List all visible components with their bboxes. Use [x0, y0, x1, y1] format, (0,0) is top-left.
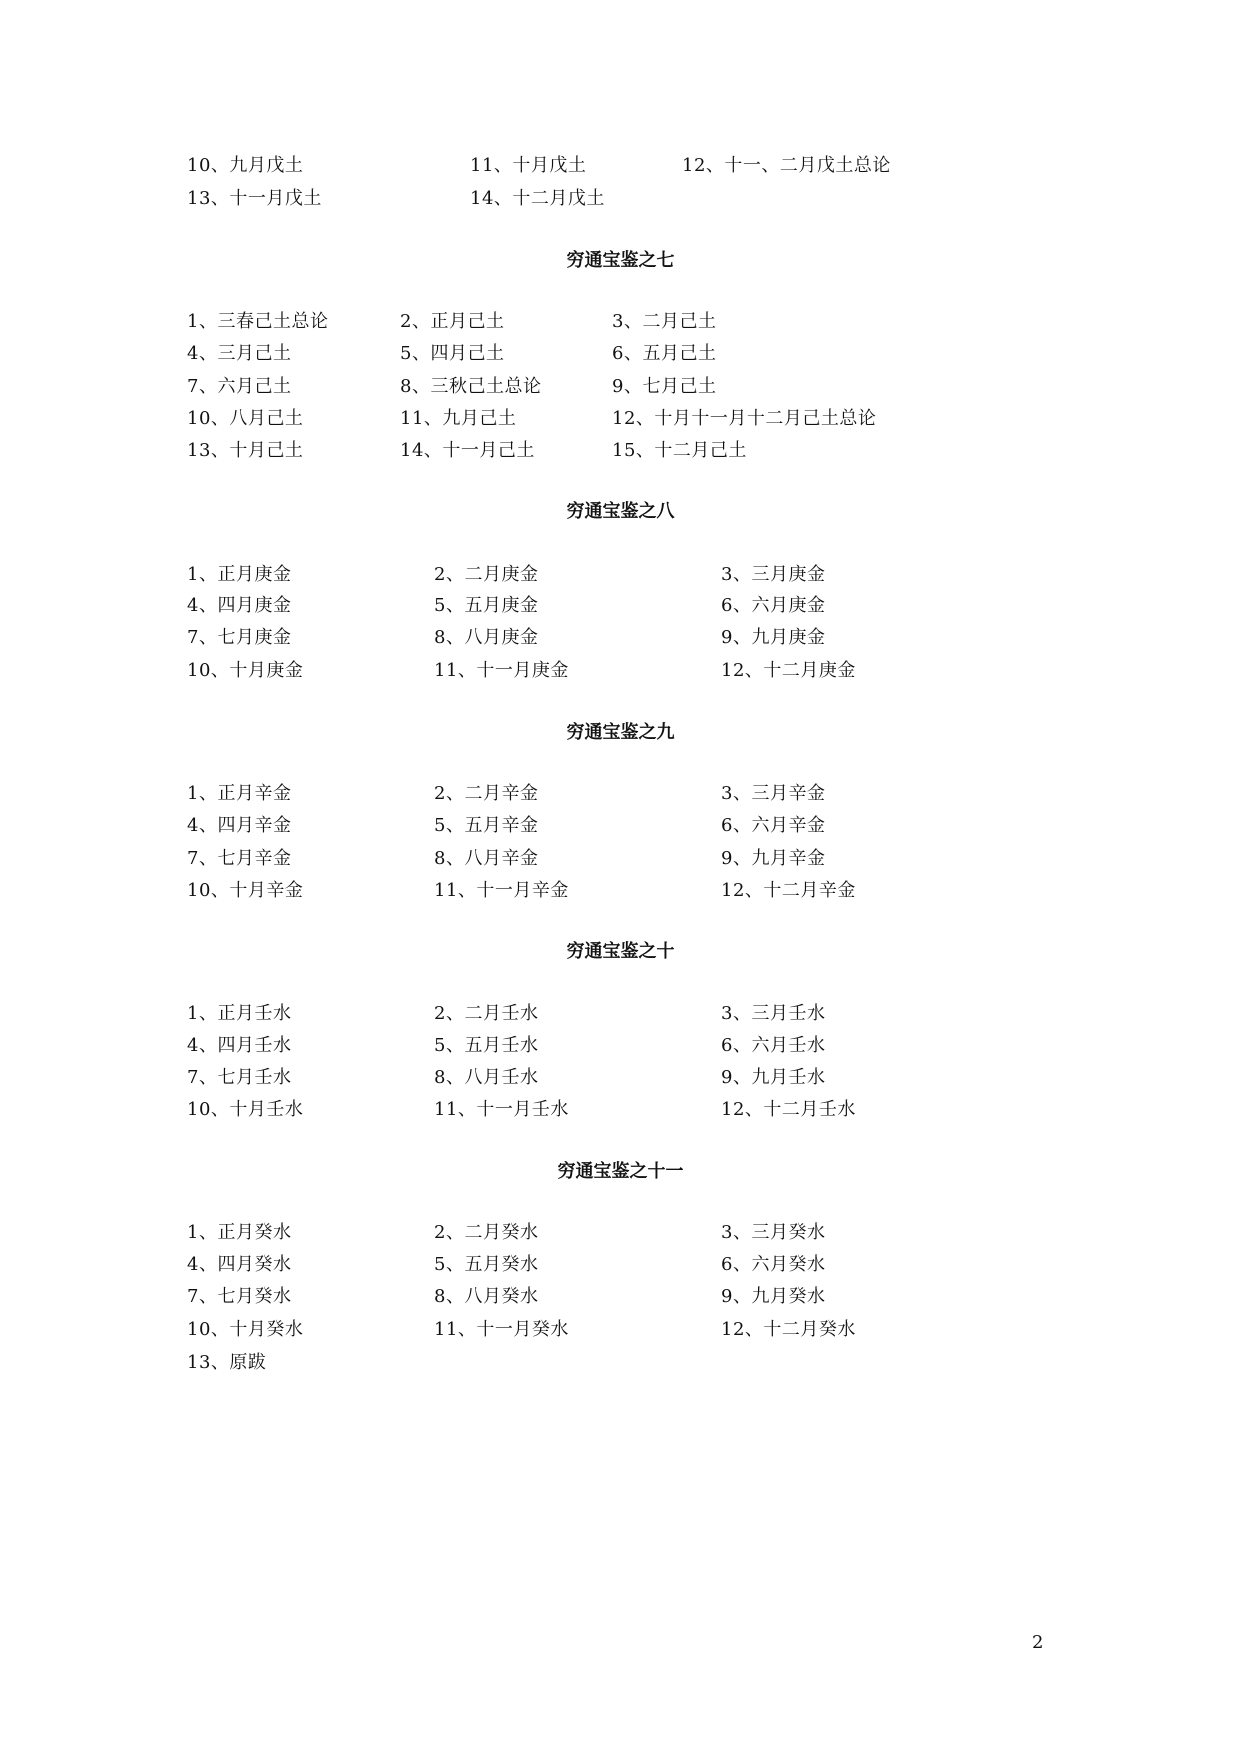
- toc-entry[interactable]: 4、四月辛金: [187, 815, 292, 836]
- toc-entry[interactable]: 11、十月戊土: [470, 155, 587, 176]
- table-row: [0, 844, 1241, 874]
- toc-entry[interactable]: 9、九月壬水: [721, 1067, 826, 1088]
- table-row: [0, 623, 1241, 653]
- toc-entry[interactable]: 15、十二月己土: [612, 440, 747, 461]
- table-row: [0, 151, 1241, 181]
- toc-entry[interactable]: 13、十一月戊土: [187, 188, 322, 209]
- toc-entry[interactable]: 8、三秋己土总论: [400, 376, 542, 397]
- toc-entry[interactable]: 10、八月己土: [187, 408, 304, 429]
- toc-entry[interactable]: 10、十月辛金: [187, 880, 304, 901]
- table-row: [0, 404, 1241, 434]
- table-row: [0, 1095, 1241, 1125]
- toc-entry[interactable]: 6、五月己土: [612, 343, 717, 364]
- toc-entry[interactable]: 8、八月辛金: [434, 848, 539, 869]
- toc-entry[interactable]: 11、十一月壬水: [434, 1099, 569, 1120]
- table-row: [0, 1315, 1241, 1345]
- toc-entry[interactable]: 8、八月癸水: [434, 1286, 539, 1307]
- table-row: [0, 1250, 1241, 1280]
- toc-entry[interactable]: 4、三月己土: [187, 343, 292, 364]
- table-row: [0, 339, 1241, 369]
- toc-entry[interactable]: 5、五月癸水: [434, 1254, 539, 1275]
- toc-entry[interactable]: 6、六月辛金: [721, 815, 826, 836]
- section-heading: 穷通宝鉴之七: [566, 250, 675, 271]
- toc-entry[interactable]: 9、九月庚金: [721, 627, 826, 648]
- toc-entry[interactable]: 11、十一月辛金: [434, 880, 569, 901]
- toc-entry[interactable]: 2、二月庚金: [434, 564, 539, 585]
- table-row: [0, 591, 1241, 621]
- table-row: [0, 560, 1241, 590]
- table-row: [0, 1282, 1241, 1312]
- table-row: [0, 1031, 1241, 1061]
- toc-entry[interactable]: 1、正月壬水: [187, 1003, 292, 1024]
- toc-entry[interactable]: 12、十二月辛金: [721, 880, 856, 901]
- toc-entry[interactable]: 11、九月己土: [400, 408, 517, 429]
- toc-entry[interactable]: 9、九月辛金: [721, 848, 826, 869]
- toc-entry[interactable]: 6、六月癸水: [721, 1254, 826, 1275]
- toc-entry[interactable]: 1、正月辛金: [187, 783, 292, 804]
- toc-entry[interactable]: 7、六月己土: [187, 376, 292, 397]
- table-row: [0, 1218, 1241, 1248]
- table-row: [0, 656, 1241, 686]
- table-row: [0, 811, 1241, 841]
- table-row: [0, 372, 1241, 402]
- table-row: [0, 184, 1241, 214]
- table-row: [0, 779, 1241, 809]
- toc-entry[interactable]: 2、二月辛金: [434, 783, 539, 804]
- toc-entry[interactable]: 10、十月庚金: [187, 660, 304, 681]
- toc-entry[interactable]: 3、三月辛金: [721, 783, 826, 804]
- toc-entry[interactable]: 4、四月癸水: [187, 1254, 292, 1275]
- toc-entry[interactable]: 13、原跋: [187, 1352, 267, 1373]
- toc-entry[interactable]: 5、五月辛金: [434, 815, 539, 836]
- toc-entry[interactable]: 11、十一月癸水: [434, 1319, 569, 1340]
- toc-entry[interactable]: 7、七月癸水: [187, 1286, 292, 1307]
- toc-entry[interactable]: 3、三月癸水: [721, 1222, 826, 1243]
- toc-entry[interactable]: 12、十一、二月戊土总论: [682, 155, 891, 176]
- table-row: [0, 436, 1241, 466]
- table-row: [0, 1348, 1241, 1378]
- toc-entry[interactable]: 5、五月壬水: [434, 1035, 539, 1056]
- toc-entry[interactable]: 2、二月壬水: [434, 1003, 539, 1024]
- toc-entry[interactable]: 13、十月己土: [187, 440, 304, 461]
- toc-entry[interactable]: 6、六月壬水: [721, 1035, 826, 1056]
- toc-entry[interactable]: 9、九月癸水: [721, 1286, 826, 1307]
- table-row: [0, 876, 1241, 906]
- section-heading: 穷通宝鉴之十: [566, 941, 675, 962]
- toc-entry[interactable]: 3、三月壬水: [721, 1003, 826, 1024]
- toc-entry[interactable]: 6、六月庚金: [721, 595, 826, 616]
- toc-entry[interactable]: 8、八月庚金: [434, 627, 539, 648]
- toc-entry[interactable]: 12、十月十一月十二月己土总论: [612, 408, 877, 429]
- toc-entry[interactable]: 10、九月戊土: [187, 155, 304, 176]
- toc-entry[interactable]: 11、十一月庚金: [434, 660, 569, 681]
- page-number: 2: [1032, 1632, 1044, 1653]
- toc-entry[interactable]: 7、七月庚金: [187, 627, 292, 648]
- toc-entry[interactable]: 12、十二月癸水: [721, 1319, 856, 1340]
- toc-entry[interactable]: 12、十二月壬水: [721, 1099, 856, 1120]
- toc-entry[interactable]: 5、五月庚金: [434, 595, 539, 616]
- table-row: [0, 1063, 1241, 1093]
- toc-entry[interactable]: 10、十月壬水: [187, 1099, 304, 1120]
- toc-entry[interactable]: 2、正月己土: [400, 311, 505, 332]
- toc-entry[interactable]: 9、七月己土: [612, 376, 717, 397]
- toc-entry[interactable]: 14、十一月己土: [400, 440, 535, 461]
- toc-entry[interactable]: 2、二月癸水: [434, 1222, 539, 1243]
- toc-entry[interactable]: 1、正月癸水: [187, 1222, 292, 1243]
- toc-entry[interactable]: 14、十二月戊土: [470, 188, 605, 209]
- toc-entry[interactable]: 1、三春己土总论: [187, 311, 329, 332]
- section-heading: 穷通宝鉴之八: [566, 501, 675, 522]
- toc-entry[interactable]: 4、四月庚金: [187, 595, 292, 616]
- table-row: [0, 307, 1241, 337]
- section-heading: 穷通宝鉴之九: [566, 722, 675, 743]
- toc-entry[interactable]: 4、四月壬水: [187, 1035, 292, 1056]
- toc-entry[interactable]: 7、七月壬水: [187, 1067, 292, 1088]
- toc-entry[interactable]: 12、十二月庚金: [721, 660, 856, 681]
- toc-entry[interactable]: 1、正月庚金: [187, 564, 292, 585]
- toc-entry[interactable]: 3、二月己土: [612, 311, 717, 332]
- toc-entry[interactable]: 3、三月庚金: [721, 564, 826, 585]
- toc-entry[interactable]: 5、四月己土: [400, 343, 505, 364]
- section-heading: 穷通宝鉴之十一: [557, 1161, 684, 1182]
- table-row: [0, 999, 1241, 1029]
- toc-entry[interactable]: 8、八月壬水: [434, 1067, 539, 1088]
- toc-entry[interactable]: 7、七月辛金: [187, 848, 292, 869]
- toc-entry[interactable]: 10、十月癸水: [187, 1319, 304, 1340]
